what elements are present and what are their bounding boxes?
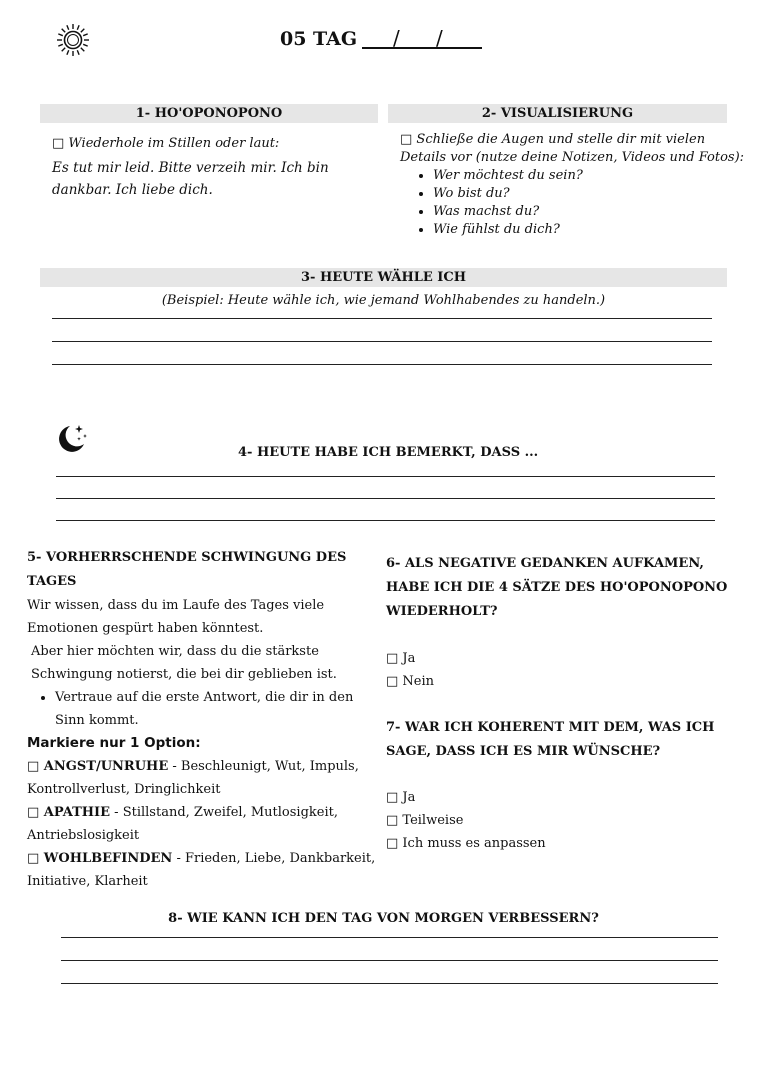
section-1-title: 1- HO'OPONOPONO <box>40 104 378 123</box>
section-4-title: 4- HEUTE HABE ICH BEMERKT, DASS ... <box>238 445 539 460</box>
section-2-title: 2- VISUALISIERUNG <box>388 104 727 123</box>
option-teilweise[interactable]: □ Teilweise <box>386 813 464 828</box>
option-desc: - Stillstand, Zweifel, Mutlosigkeit, Antriebslosigkeit <box>27 805 338 843</box>
list-item: • Wie fühlst du dich? <box>433 221 733 239</box>
list-item: • Was machst du? <box>433 203 733 221</box>
date-separator: / <box>436 26 443 50</box>
option-ja[interactable]: □ Ja <box>386 790 416 805</box>
option-apathie[interactable] <box>27 801 382 847</box>
option-nein[interactable]: □ Nein <box>386 674 435 689</box>
list-item: • Vertraue auf die erste Antwort, die dir in den Sinn kommt. <box>55 686 382 732</box>
sun-icon <box>55 22 91 58</box>
writing-line[interactable] <box>56 498 715 499</box>
section-5-title-line: TAGES <box>27 574 77 589</box>
section-5-title-line: 5- VORHERRSCHENDE SCHWINGUNG DES <box>27 550 347 565</box>
section-5-title <box>27 546 382 594</box>
option-name: □ APATHIE <box>27 805 111 820</box>
option-name: □ WOHLBEFINDEN <box>27 851 173 866</box>
date-separator: / <box>393 26 400 50</box>
section-3-title: 3- HEUTE WÄHLE ICH <box>40 268 727 287</box>
section-1-instruction[interactable]: □ Wiederhole im Stillen oder laut: <box>52 136 280 151</box>
section-5 <box>27 546 382 893</box>
option-angst[interactable] <box>27 755 382 801</box>
section-5-intro: Aber hier möchten wir, dass du die stärkste Schwingung notierst, die bei dir geblieben ist. <box>31 644 337 682</box>
writing-line[interactable] <box>56 476 715 477</box>
date-line[interactable] <box>362 47 482 49</box>
option-desc: - Beschleunigt, Wut, Impuls, Kontrollverlust, Dringlichkeit <box>27 759 359 797</box>
writing-line[interactable] <box>61 937 718 938</box>
section-5-bullets <box>27 686 382 732</box>
option-ja[interactable]: □ Ja <box>386 651 416 666</box>
option-wohlbefinden[interactable] <box>27 847 382 893</box>
writing-line[interactable] <box>61 960 718 961</box>
writing-line[interactable] <box>52 318 712 319</box>
section-5-intro: Wir wissen, dass du im Laufe des Tages viele Emotionen gespürt haben könntest. <box>27 598 325 636</box>
moon-stars-icon <box>54 422 90 456</box>
option-desc: - Frieden, Liebe, Dankbarkeit, Initiative, Klarheit <box>27 851 376 889</box>
section-7-title: 7- WAR ICH KOHERENT MIT DEM, WAS ICH SAGE, DASS ICH ES MIR WÜNSCHE? <box>386 720 715 759</box>
section-3-example: (Beispiel: Heute wähle ich, wie jemand Wohlhabendes zu handeln.) <box>161 293 606 308</box>
section-2-bullets <box>403 167 733 239</box>
writing-line[interactable] <box>61 983 718 984</box>
section-8-title: 8- WIE KANN ICH DEN TAG VON MORGEN VERBESSERN? <box>168 911 599 926</box>
page-title: 05 TAG <box>280 28 358 50</box>
option-name: □ ANGST/UNRUHE <box>27 759 169 774</box>
option-anpassen[interactable]: □ Ich muss es anpassen <box>386 836 546 851</box>
list-item: • Wo bist du? <box>433 185 733 203</box>
writing-line[interactable] <box>52 341 712 342</box>
writing-line[interactable] <box>52 364 712 365</box>
writing-line[interactable] <box>56 520 715 521</box>
list-item: • Wer möchtest du sein? <box>433 167 733 185</box>
section-2-instruction[interactable]: □ Schließe die Augen und stelle dir mit vielen Details vor (nutze deine Notizen, Videos und Fotos): <box>400 132 745 165</box>
section-1-phrase: Es tut mir leid. Bitte verzeih mir. Ich bin dankbar. Ich liebe dich. <box>52 160 329 198</box>
mark-label: Markiere nur 1 Option: <box>27 735 201 751</box>
section-6-title: 6- ALS NEGATIVE GEDANKEN AUFKAMEN, HABE ICH DIE 4 SÄTZE DES HO'OPONOPONO WIEDERHOLT? <box>386 556 728 619</box>
